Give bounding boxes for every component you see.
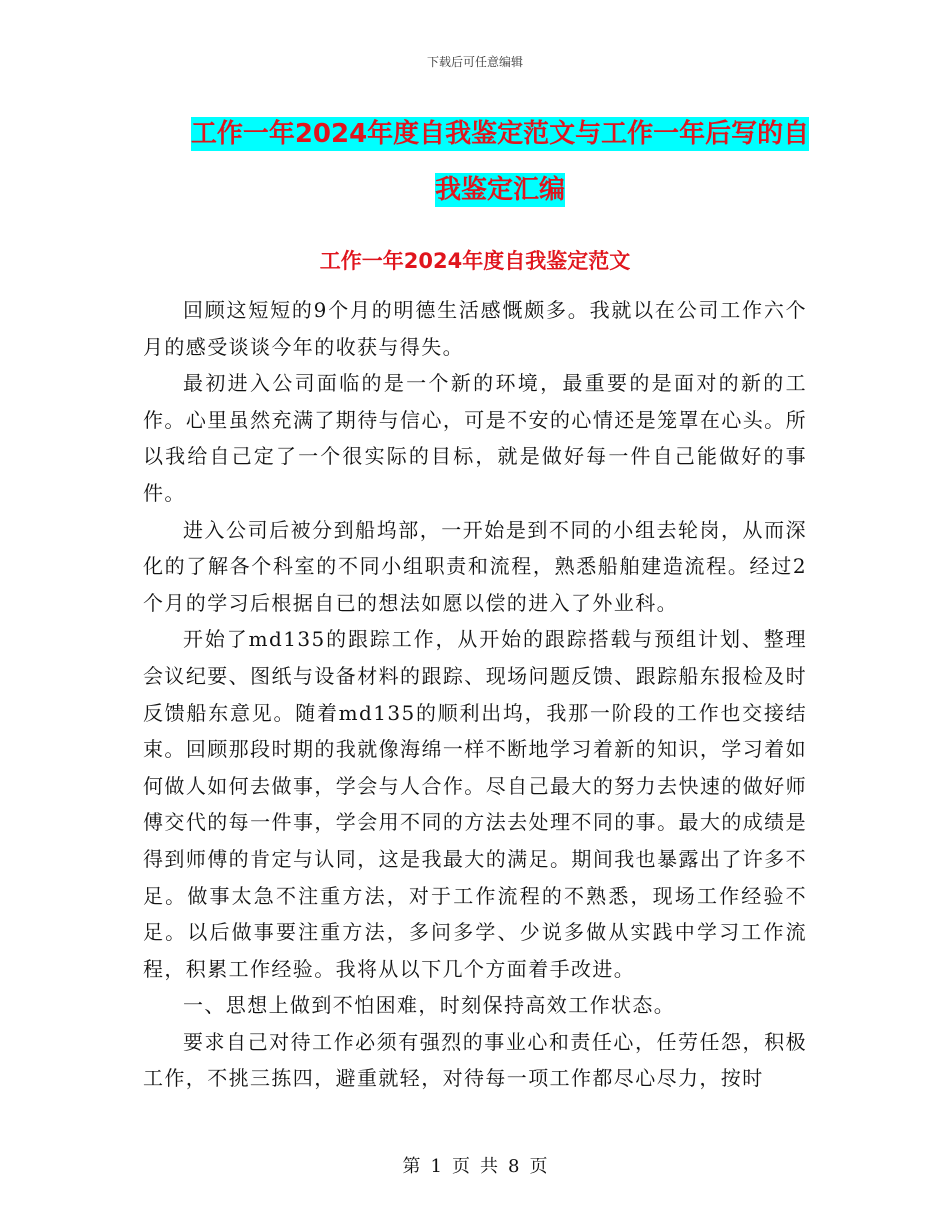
paragraph: 最初进入公司面临的是一个新的环境，最重要的是面对的新的工作。心里虽然充满了期待与信心，可是不安的心情还是笼罩在心头。所以我给自己定了一个很实际的目标，就是做好每一件自己能做好的事件。: [143, 371, 807, 505]
document-body: [143, 292, 807, 1097]
page-footer: [0, 1152, 950, 1178]
document-title-line1: 工作一年2024年度自我鉴定范文与工作一年后写的自: [190, 119, 810, 149]
footer-label-total: 共: [480, 1156, 498, 1177]
paragraph: 开始了md135的跟踪工作，从开始的跟踪搭载与预组计划、整理会议纪要、图纸与设备材料的跟踪、现场问题反馈、跟踪船东报检及时反馈船东意见。随着md135的顺利出坞，我那一阶段的工作也交接结束。回顾那段时期的我就像海绵一样不断地学习着新的知识，学习着如何做人如何去做事，学会与人合作。尽自己最大的努力去快速的做好师傅交代的每一件事，学会用不同的方法去处理不同的事。最大的成绩是得到师傅的肯定与认同，这是我最大的满足。期间我也暴露出了许多不足。做事太急不注重方法，对于工作流程的不熟悉，现场工作经验不足。以后做事要注重方法，多问多学、少说多做从实践中学习工作流程，积累工作经验。我将从以下几个方面着手改进。: [143, 627, 807, 981]
footer-current-page: 1: [430, 1156, 442, 1177]
paragraph: 进入公司后被分到船坞部，一开始是到不同的小组去轮岗，从而深化的了解各个科室的不同小组职责和流程，熟悉船舶建造流程。经过2个月的学习后根据自已的想法如愿以偿的进入了外业科。: [143, 517, 807, 615]
footer-label-pre: 第: [402, 1156, 421, 1177]
page-header-note: 下载后可任意编辑: [426, 55, 523, 69]
section-title: 工作一年2024年度自我鉴定范文: [319, 249, 631, 273]
document-title: [140, 106, 860, 218]
paragraph: 一、思想上做到不怕困难，时刻保持高效工作状态。: [183, 993, 676, 1018]
footer-label-post: 页: [529, 1156, 548, 1177]
paragraph: 回顾这短短的9个月的明德生活感慨颇多。我就以在公司工作六个月的感受谈谈今年的收获与得失。: [143, 298, 807, 359]
document-title-line2: 我鉴定汇编: [434, 175, 565, 205]
paragraph: 要求自己对待工作必须有强烈的事业心和责任心，任劳任怨，积极工作，不挑三拣四，避重就轻，对待每一项工作都尽心尽力，按时: [143, 1029, 807, 1091]
footer-total-pages: 8: [508, 1156, 520, 1177]
footer-label-page: 页: [452, 1156, 470, 1177]
